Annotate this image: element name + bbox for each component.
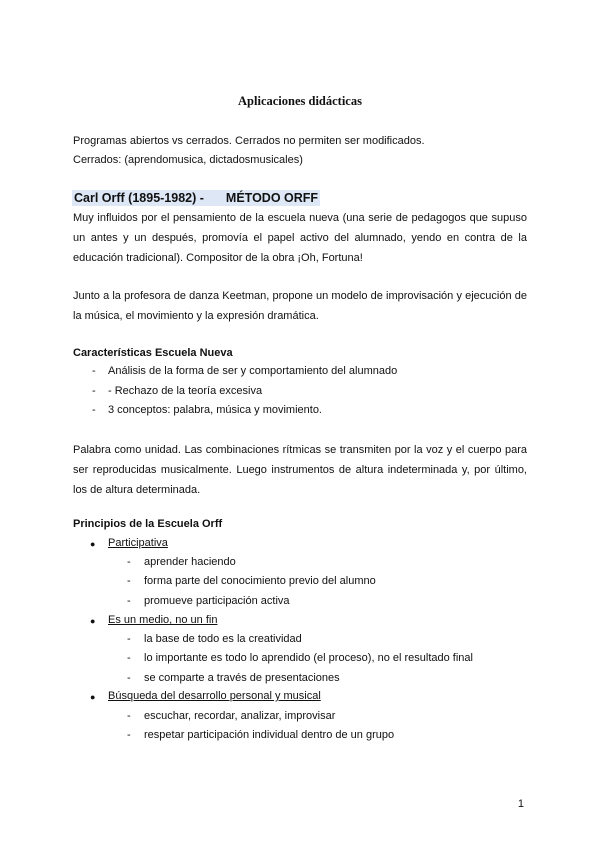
list-item: lo importante es todo lo aprendido (el proceso), no el resultado final xyxy=(144,652,473,664)
page-title: Aplicaciones didácticas xyxy=(238,94,362,108)
dash-marker: - xyxy=(127,652,131,664)
list-item: 3 conceptos: palabra, música y movimiento. xyxy=(108,404,322,416)
dash-marker: - xyxy=(127,672,131,684)
bullet-marker: ● xyxy=(90,616,96,626)
orff-name: Carl Orff (1895-1982) - xyxy=(74,191,204,205)
orff-paragraph-1 xyxy=(73,208,527,268)
orff-paragraph-2-text: Junto a la profesora de danza Keetman, propone un modelo de improvisación y ejecución de la música, el movimiento y la expresión dramática. xyxy=(73,290,527,322)
list-item: la base de todo es la creatividad xyxy=(144,633,302,645)
dash-marker: - xyxy=(127,729,131,741)
bullet-marker: ● xyxy=(90,692,96,702)
dash-marker: - xyxy=(127,556,131,568)
principle-label: Es un medio, no un fin xyxy=(108,614,218,626)
list-item: Análisis de la forma de ser y comportamiento del alumnado xyxy=(108,365,398,377)
orff-paragraph-1-text: Muy influidos por el pensamiento de la escuela nueva (una serie de pedagogos que supuso un antes y un después, promovía el papel activo del alumnado, yendo en contra de la educación tradicional). Compositor de la obra ¡Oh, Fortuna! xyxy=(73,212,527,264)
page-number: 1 xyxy=(517,798,524,810)
principle-label: Búsqueda del desarrollo personal y musical xyxy=(108,690,321,702)
intro-line-2: Cerrados: (aprendomusica, dictadosmusicales) xyxy=(73,154,303,166)
escuela-nueva-heading: Características Escuela Nueva xyxy=(73,347,233,359)
dash-marker: - xyxy=(127,710,131,722)
orff-method: MÉTODO ORFF xyxy=(225,191,319,205)
principle-label: Participativa xyxy=(108,537,168,549)
list-item: forma parte del conocimiento previo del alumno xyxy=(144,575,376,587)
orff-heading xyxy=(72,190,320,206)
palabra-paragraph-text: Palabra como unidad. Las combinaciones rítmicas se transmiten por la voz y el cuerpo para ser reproducidas musicalmente. Luego instrumentos de altura indeterminada y, por último, los de altura determinada. xyxy=(73,444,527,496)
orff-paragraph-2 xyxy=(73,286,527,326)
intro-line-1: Programas abiertos vs cerrados. Cerrados no permiten ser modificados. xyxy=(73,135,425,147)
dash-marker: - xyxy=(127,633,131,645)
list-item: aprender haciendo xyxy=(144,556,236,568)
dash-marker: - xyxy=(127,595,131,607)
principios-heading: Principios de la Escuela Orff xyxy=(73,518,223,530)
dash-marker: - xyxy=(92,385,96,397)
list-item: promueve participación activa xyxy=(144,595,290,607)
dash-marker: - xyxy=(92,404,96,416)
palabra-paragraph xyxy=(73,440,527,500)
bullet-marker: ● xyxy=(90,539,96,549)
dash-marker: - xyxy=(92,365,96,377)
list-item: escuchar, recordar, analizar, improvisar xyxy=(144,710,336,722)
list-item: se comparte a través de presentaciones xyxy=(144,672,340,684)
list-item: - Rechazo de la teoría excesiva xyxy=(108,385,263,397)
dash-marker: - xyxy=(127,575,131,587)
list-item: respetar participación individual dentro de un grupo xyxy=(144,729,395,741)
